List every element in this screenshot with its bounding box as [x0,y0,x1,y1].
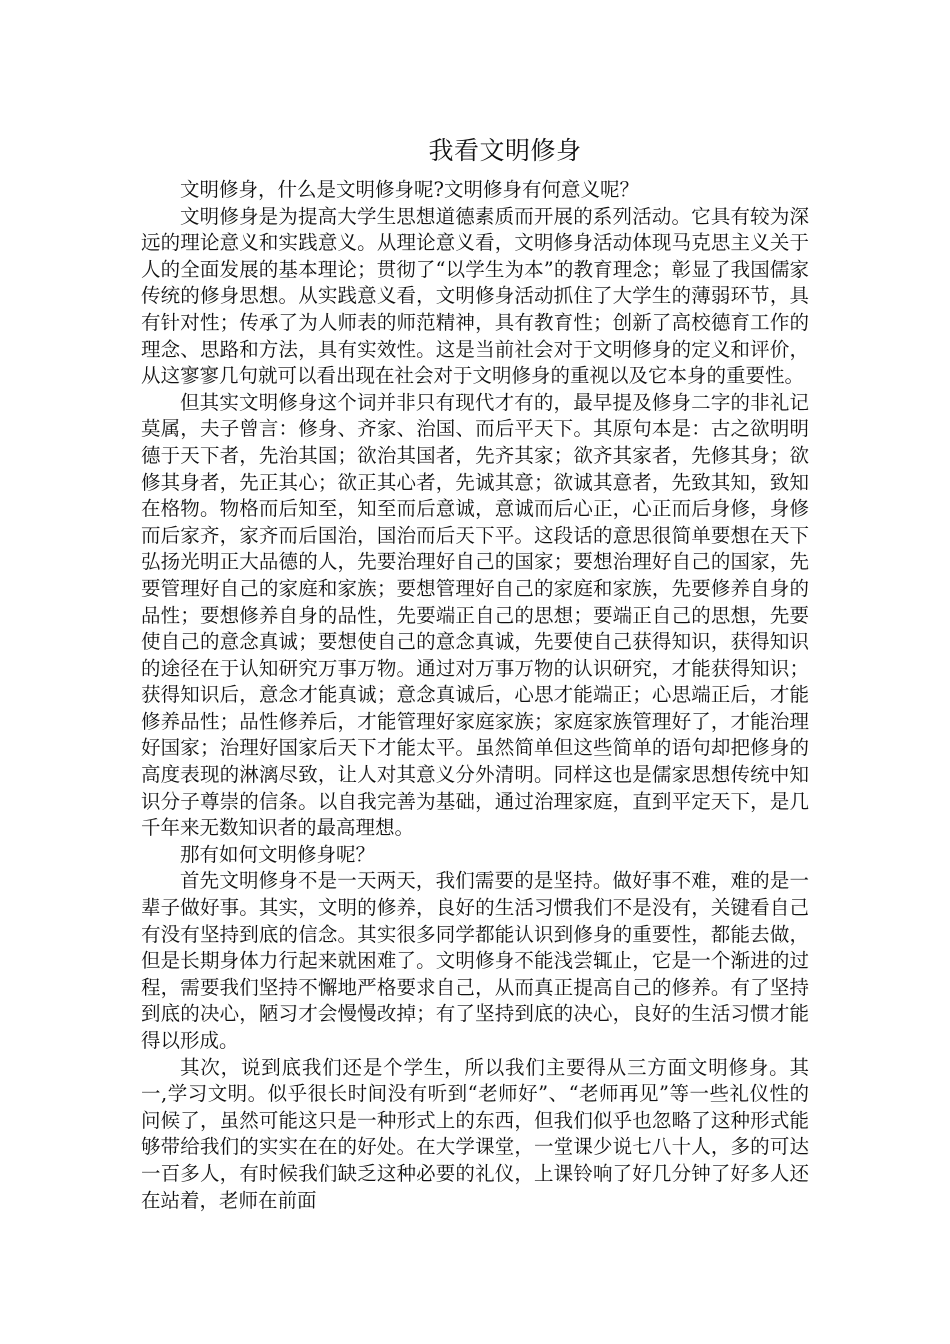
document-body [141,131,809,1214]
paragraph-origin: 但其实文明修身这个词并非只有现代才有的，最早提及修身二字的非礼记莫属，夫子曾言：修身、齐家、治国、而后平天下。其原句本是：古之欲明明德于天下者，先治其国；欲治其国者，先齐其家；欲齐其家者，先修其身；欲修其身者，先正其心；欲正其心者，先诚其意；欲诚其意者，先致其知，致知在格物。物格而后知至，知至而后意诚，意诚而后心正，心正而后身修，身修而后家齐，家齐而后国治，国治而后天下平。这段话的意思很简单要想在天下弘扬光明正大品德的人，先要治理好自己的国家；要想治理好自己的国家，先要管理好自己的家庭和家族；要想管理好自己的家庭和家族，先要修养自身的品性；要想修养自身的品性，先要端正自己的思想；要端正自己的思想，先要使自己的意念真诚；要想使自己的意念真诚，先要使自己获得知识，获得知识的途径在于认知研究万事万物。通过对万事万物的认识研究，才能获得知识；获得知识后，意念才能真诚；意念真诚后，心思才能端正；心思端正后，才能修养品性；品性修养后，才能管理好家庭家族；家庭家族管理好了，才能治理好国家；治理好国家后天下才能太平。虽然简单但这些简单的语句却把修身的高度表现的淋漓尽致，让人对其意义分外清明。同样这也是儒家思想传统中知识分子尊崇的信条。以自我完善为基础，通过治理家庭，直到平定天下，是几千年来无数知识者的最高理想。 [141,390,809,840]
paragraph-definition: 文明修身是为提高大学生思想道德素质而开展的系列活动。它具有较为深远的理论意义和实践意义。从理论意义看，文明修身活动体现马克思主义关于人的全面发展的基本理论；贯彻了“以学生为本”的教育理念；彰显了我国儒家传统的修身思想。从实践意义看，文明修身活动抓住了大学生的薄弱环节，具有针对性；传承了为人师表的师范精神，具有教育性；创新了高校德育工作的理念、思路和方法，具有实效性。这是当前社会对于文明修身的定义和评价，从这寥寥几句就可以看出现在社会对于文明修身的重视以及它本身的重要性。 [141,204,809,388]
paragraph-intro-question: 文明修身，什么是文明修身呢?文明修身有何意义呢？ [180,178,639,201]
paragraph-persistence: 首先文明修身不是一天两天，我们需要的是坚持。做好事不难，难的是一辈子做好事。其实，文明的修养，良好的生活习惯我们不是没有，关键看自己有没有坚持到底的信念。其实很多同学都能认识到修身的重要性，都能去做，但是长期身体力行起来就困难了。文明修身不能浅尝辄止，它是一个渐进的过程，需要我们坚持不懈地严格要求自己，从而真正提高自己的修养。有了坚持到底的决心，陋习才会慢慢改掉；有了坚持到底的决心，良好的生活习惯才能得以形成。 [141,869,809,1052]
paragraph-how-question: 那有如何文明修身呢？ [180,842,376,866]
paragraph-student-aspects: 其次，说到底我们还是个学生，所以我们主要得从三方面文明修身。其一,学习文明。似乎很长时间没有听到“老师好”、“老师再见”等一些礼仪性的问候了，虽然可能这只是一种形式上的东西，但我们似乎也忽略了这种形式能够带给我们的实实在在的好处。在大学课堂，一堂课少说七八十人，多的可达一百多人，有时候我们缺乏这种必要的礼仪，上课铃响了好几分钟了好多人还在站着，老师在前面 [141,1055,809,1212]
document-title: 我看文明修身 [428,136,582,165]
